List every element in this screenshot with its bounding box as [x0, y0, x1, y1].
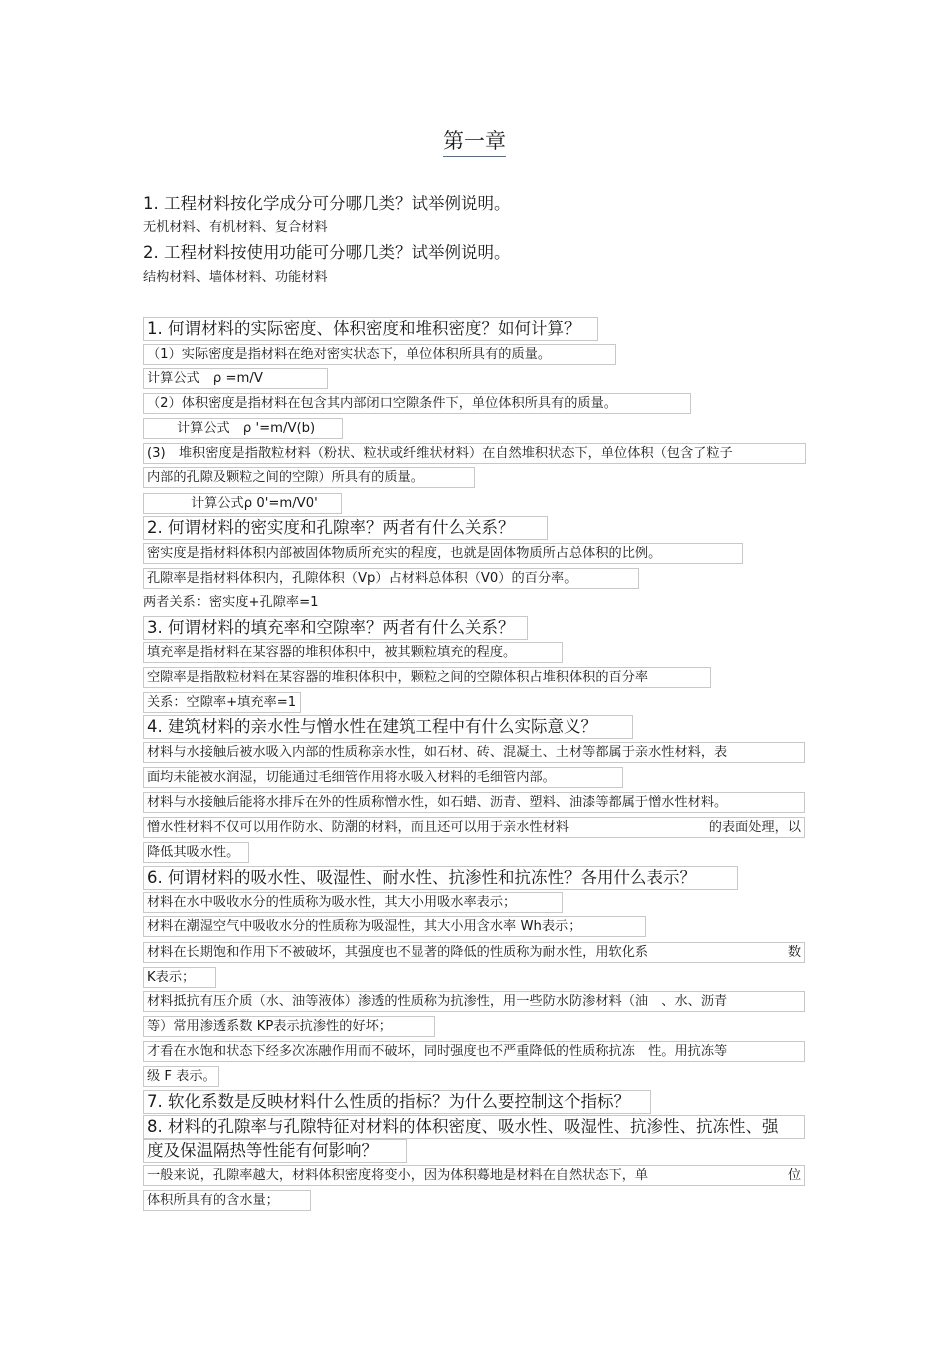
answer-text: 位	[787, 1168, 801, 1183]
answer-line: 无机材料、有机材料、复合材料	[143, 220, 328, 235]
answer-line: 填充率是指材料在某容器的堆积体积中，被其颗粒填充的程度。	[143, 642, 563, 663]
answer-line: 材料抵抗有压介质（水、油等液体）渗透的性质称为抗渗性，用一些防水防渗材料（油 、水、沥青	[143, 991, 805, 1012]
answer-text: 材料在长期饱和作用下不被破坏，其强度也不显著的降低的性质称为耐水性，用软化系	[147, 945, 649, 960]
answer-line: 材料在潮湿空气中吸收水分的性质称为吸湿性，其大小用含水率 Wh表示；	[143, 916, 646, 937]
answer-line	[143, 817, 805, 838]
formula-line: 计算公式 ρ =m/V	[143, 368, 328, 389]
answer-text: 憎水性材料不仅可以用作防水、防潮的材料，而且还可以用于亲水性材料	[147, 820, 569, 835]
answer-line: 体积所具有的含水量；	[143, 1190, 311, 1211]
formula-line: 计算公式 ρ '=m/V(b)	[143, 418, 343, 439]
answer-text: 数	[787, 945, 801, 960]
answer-line: 材料与水接触后被水吸入内部的性质称亲水性，如石材、砖、混凝土、土材等都属于亲水性材料，表	[143, 742, 805, 763]
question-line: 7. 软化系数是反映材料什么性质的指标？为什么要控制这个指标？	[143, 1090, 651, 1114]
answer-line	[143, 1165, 805, 1186]
answer-line: 面均未能被水润湿，切能通过毛细管作用将水吸入材料的毛细管内部。	[143, 767, 623, 788]
answer-line: （1）实际密度是指材料在绝对密实状态下，单位体积所具有的质量。	[143, 344, 616, 365]
answer-line: (3) 堆积密度是指散粒材料（粉状、粒状或纤维状材料）在自然堆积状态下，单位体积（包含了粒子	[143, 443, 806, 464]
answer-line	[143, 942, 805, 963]
answer-text: 一般来说，孔隙率越大，材料体积密度将变小，因为体积蓦地是材料在自然状态下，单	[147, 1168, 649, 1183]
question-line: 1. 何谓材料的实际密度、体积密度和堆积密度？如何计算？	[143, 317, 598, 341]
answer-line: 两者关系：密实度+孔隙率=1	[143, 595, 319, 610]
question-line: 4. 建筑材料的亲水性与憎水性在建筑工程中有什么实际意义？	[143, 715, 633, 739]
chapter-title: 第一章	[443, 128, 506, 157]
answer-line: 才看在水饱和状态下经多次冻融作用而不破坏，同时强度也不严重降低的性质称抗冻 性。用抗冻等	[143, 1041, 805, 1062]
answer-line: 关系：空隙率+填充率=1	[143, 692, 301, 713]
answer-text: 的表面处理，以	[708, 820, 801, 835]
answer-line: 内部的孔隙及颗粒之间的空隙）所具有的质量。	[143, 467, 475, 488]
answer-line: 等）常用渗透系数 KP表示抗渗性的好坏；	[143, 1016, 435, 1037]
question-line: 2. 何谓材料的密实度和孔隙率？两者有什么关系？	[143, 516, 548, 540]
question-line: 度及保温隔热等性能有何影响？	[143, 1139, 407, 1163]
answer-line: K表示；	[143, 967, 216, 988]
question-line: 2. 工程材料按使用功能可分哪几类？试举例说明。	[143, 243, 511, 262]
question-line: 3. 何谓材料的填充率和空隙率？两者有什么关系？	[143, 616, 528, 640]
answer-line: 级 F 表示。	[143, 1066, 219, 1087]
answer-line: 材料在水中吸收水分的性质称为吸水性，其大小用吸水率表示；	[143, 892, 563, 913]
answer-line: 结构材料、墙体材料、功能材料	[143, 270, 328, 285]
answer-line: 孔隙率是指材料体积内，孔隙体积（Vp）占材料总体积（V0）的百分率。	[143, 568, 639, 589]
question-line: 6. 何谓材料的吸水性、吸湿性、耐水性、抗渗性和抗冻性？各用什么表示？	[143, 866, 738, 890]
answer-line: 密实度是指材料体积内部被固体物质所充实的程度，也就是固体物质所占总体积的比例。	[143, 543, 743, 564]
question-line: 1. 工程材料按化学成分可分哪几类？试举例说明。	[143, 194, 511, 213]
formula-line: 计算公式ρ 0'=m/V0'	[143, 493, 342, 514]
question-line: 8. 材料的孔隙率与孔隙特征对材料的体积密度、吸水性、吸湿性、抗渗性、抗冻性、强	[143, 1115, 805, 1139]
answer-line: 降低其吸水性。	[143, 842, 249, 863]
answer-line: （2）体积密度是指材料在包含其内部闭口空隙条件下，单位体积所具有的质量。	[143, 393, 691, 414]
answer-line: 材料与水接触后能将水排斥在外的性质称憎水性，如石蜡、沥青、塑料、油漆等都属于憎水性材料。	[143, 792, 805, 813]
answer-line: 空隙率是指散粒材料在某容器的堆积体积中，颗粒之间的空隙体积占堆积体积的百分率	[143, 667, 711, 688]
